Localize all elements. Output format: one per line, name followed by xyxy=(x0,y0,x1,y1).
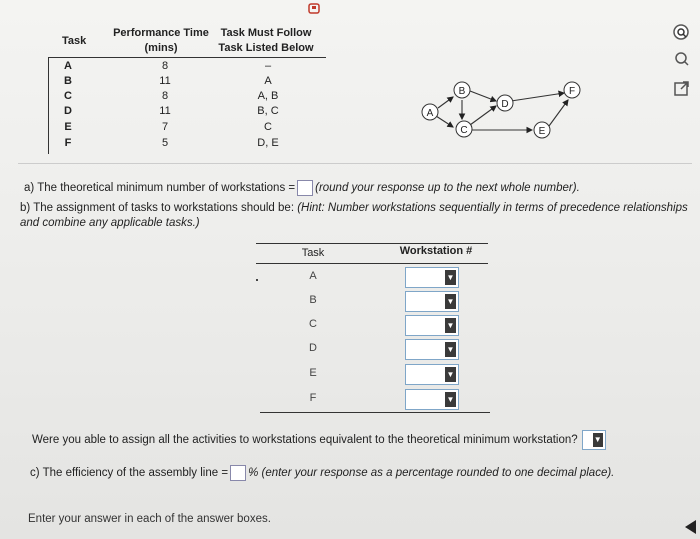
workstation-select-f[interactable] xyxy=(405,389,459,410)
assignment-row: F ▼ xyxy=(256,388,490,412)
previous-arrow-icon[interactable] xyxy=(685,520,696,534)
header-performance-time: Performance Time (mins) xyxy=(113,27,209,54)
zoom-in-icon[interactable] xyxy=(672,23,692,43)
header-must-follow: Task Must Follow Task Listed Below xyxy=(218,27,314,54)
table-row: F 5 D, E xyxy=(64,137,279,149)
section-divider xyxy=(18,163,692,164)
yes-no-select[interactable] xyxy=(582,430,606,450)
efficiency-input[interactable] xyxy=(230,465,246,481)
workstation-select-e[interactable] xyxy=(405,364,459,385)
edge-c-d xyxy=(470,106,496,125)
svg-text:A: A xyxy=(426,108,434,119)
question-c: c) The efficiency of the assembly line = % (enter your response as a percentage rounded to one decimal place). xyxy=(30,465,614,481)
header-task: Task xyxy=(62,35,87,47)
question-b: b) The assignment of tasks to workstations should be: (Hint: Number workstations sequentially in terms of precedence relationships and combine any applicable tasks.) xyxy=(20,202,688,229)
workstation-select-d[interactable] xyxy=(405,339,459,360)
header-divider xyxy=(48,57,326,58)
precedence-network xyxy=(418,70,618,145)
open-external-icon[interactable] xyxy=(672,78,692,98)
assignment-row: E ▼ xyxy=(256,363,490,387)
assignment-row: C ▼ xyxy=(256,314,490,338)
zoom-out-icon[interactable] xyxy=(672,50,692,70)
table-row: C 8 A, B xyxy=(64,90,279,102)
workstation-select-b[interactable] xyxy=(405,291,459,312)
question-a: a) The theoretical minimum number of workstations = (round your response up to the next whole number). xyxy=(24,180,580,196)
edge-a-c xyxy=(436,116,453,127)
dropdown-arrow-icon: ▼ xyxy=(445,392,456,407)
node-d xyxy=(497,95,513,111)
workstation-select-a[interactable] xyxy=(405,267,459,288)
node-f xyxy=(564,82,580,98)
node-a xyxy=(422,104,438,120)
assignment-row: D ▼ xyxy=(256,338,490,362)
assignment-header-task: Task xyxy=(301,247,325,259)
table-row: A 8 – xyxy=(64,60,272,72)
edge-e-f xyxy=(549,100,568,126)
dropdown-arrow-icon: ▼ xyxy=(593,433,603,447)
assignment-header-workstation: Workstation # xyxy=(399,245,473,257)
instruction-note: Enter your answer in each of the answer boxes. xyxy=(28,513,271,525)
node-e xyxy=(534,122,550,138)
dropdown-arrow-icon: ▼ xyxy=(445,367,456,382)
assignment-row: B ▼ xyxy=(256,290,490,314)
edge-b-d xyxy=(470,91,496,101)
svg-text:F: F xyxy=(568,86,576,97)
node-b xyxy=(454,82,470,98)
dropdown-arrow-icon: ▼ xyxy=(445,318,456,333)
table-row: B 11 A xyxy=(64,75,272,87)
table-row: E 7 C xyxy=(64,121,272,133)
question-min-workstation-achieved: Were you able to assign all the activities to workstations equivalent to the theoretical minimum workstation? ▼ xyxy=(32,430,606,450)
table-row: D 11 B, C xyxy=(64,105,279,117)
dropdown-arrow-icon: ▼ xyxy=(445,294,456,309)
assignment-row: A ▼ xyxy=(256,266,490,290)
edge-a-b xyxy=(438,97,453,108)
svg-text:B: B xyxy=(458,86,466,97)
svg-text:D: D xyxy=(501,99,509,110)
workstation-select-c[interactable] xyxy=(405,315,459,336)
node-c xyxy=(456,121,472,137)
min-workstations-input[interactable] xyxy=(297,180,313,196)
dropdown-arrow-icon: ▼ xyxy=(445,342,456,357)
dropdown-arrow-icon: ▼ xyxy=(445,270,456,285)
svg-text:E: E xyxy=(538,126,546,137)
svg-text:C: C xyxy=(460,125,468,136)
edge-d-f xyxy=(511,93,564,101)
copy-icon[interactable] xyxy=(307,3,321,15)
